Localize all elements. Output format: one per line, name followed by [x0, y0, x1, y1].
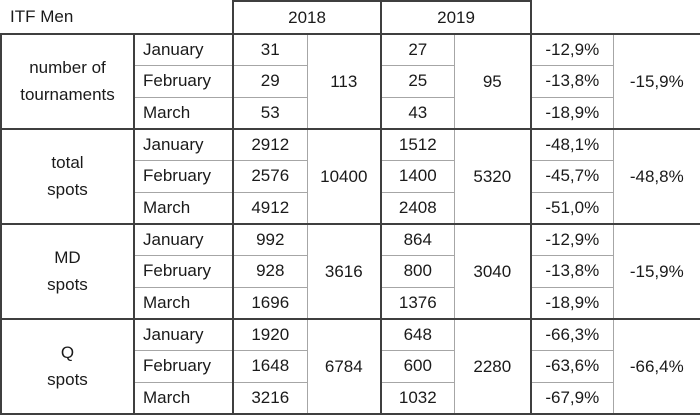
month-cell: February [134, 351, 233, 382]
block-tournaments [1, 34, 700, 129]
month-cell: January [134, 224, 233, 256]
value-2018-cell: 1920 [233, 319, 307, 351]
value-2019-cell: 1376 [381, 287, 454, 319]
value-2018-cell: 928 [233, 256, 307, 287]
table-row [1, 129, 700, 161]
value-2019-cell: 1400 [381, 161, 454, 192]
category-line: spots [47, 274, 88, 294]
total-2019-cell: 2280 [454, 319, 531, 414]
pct-total-cell: -15,9% [613, 34, 700, 129]
value-2018-cell: 2912 [233, 129, 307, 161]
pct-month-cell: -48,1% [531, 129, 613, 161]
pct-month-cell: -12,9% [531, 224, 613, 256]
month-cell: March [134, 287, 233, 319]
total-2019-cell: 3040 [454, 224, 531, 319]
year-2019-header: 2019 [381, 1, 531, 34]
value-2018-cell: 29 [233, 66, 307, 97]
category-line: Q [60, 343, 75, 363]
total-2019-cell: 95 [454, 34, 531, 129]
total-2018-cell: 6784 [307, 319, 381, 414]
category-cell [1, 129, 134, 224]
category-cell [1, 319, 134, 414]
value-2018-cell: 1648 [233, 351, 307, 382]
pct-month-cell: -67,9% [531, 382, 613, 414]
month-cell: January [134, 129, 233, 161]
month-cell: March [134, 192, 233, 224]
pct-month-cell: -63,6% [531, 351, 613, 382]
pct-month-cell: -13,8% [531, 256, 613, 287]
pct-month-cell: -18,9% [531, 287, 613, 319]
pct-total-cell: -66,4% [613, 319, 700, 414]
category-line: spots [47, 369, 88, 389]
value-2019-cell: 600 [381, 351, 454, 382]
value-2019-cell: 1032 [381, 382, 454, 414]
month-cell: March [134, 382, 233, 414]
pct-month-cell: -18,9% [531, 97, 613, 129]
value-2018-cell: 1696 [233, 287, 307, 319]
month-cell: January [134, 34, 233, 66]
month-cell: February [134, 161, 233, 192]
category-line: tournaments [20, 84, 115, 104]
category-line: total [51, 153, 84, 173]
total-2018-cell: 113 [307, 34, 381, 129]
pct-month-cell: -12,9% [531, 34, 613, 66]
category-cell [1, 34, 134, 129]
category-cell [1, 224, 134, 319]
value-2019-cell: 43 [381, 97, 454, 129]
year-2018-header: 2018 [233, 1, 381, 34]
value-2019-cell: 1512 [381, 129, 454, 161]
block-q-spots [1, 319, 700, 414]
value-2019-cell: 25 [381, 66, 454, 97]
table-row [1, 319, 700, 351]
month-cell: February [134, 256, 233, 287]
pct-total-cell: -48,8% [613, 129, 700, 224]
value-2018-cell: 3216 [233, 382, 307, 414]
pct-month-cell: -66,3% [531, 319, 613, 351]
month-cell: January [134, 319, 233, 351]
value-2018-cell: 2576 [233, 161, 307, 192]
value-2019-cell: 2408 [381, 192, 454, 224]
category-line: spots [47, 179, 88, 199]
pct-total-cell: -15,9% [613, 224, 700, 319]
value-2018-cell: 4912 [233, 192, 307, 224]
month-cell: February [134, 66, 233, 97]
total-2018-cell: 10400 [307, 129, 381, 224]
value-2019-cell: 648 [381, 319, 454, 351]
page-title: ITF Men [10, 7, 74, 26]
block-total-spots [1, 129, 700, 224]
value-2019-cell: 864 [381, 224, 454, 256]
value-2018-cell: 53 [233, 97, 307, 129]
value-2018-cell: 992 [233, 224, 307, 256]
value-2018-cell: 31 [233, 34, 307, 66]
pct-month-cell: -13,8% [531, 66, 613, 97]
value-2019-cell: 27 [381, 34, 454, 66]
total-2018-cell: 3616 [307, 224, 381, 319]
value-2019-cell: 800 [381, 256, 454, 287]
table-row [1, 34, 700, 66]
category-line: number of [29, 58, 106, 78]
pct-month-cell: -51,0% [531, 192, 613, 224]
header-row [1, 1, 700, 34]
block-md-spots [1, 224, 700, 319]
header-spacer [531, 1, 700, 34]
month-cell: March [134, 97, 233, 129]
total-2019-cell: 5320 [454, 129, 531, 224]
table-row [1, 224, 700, 256]
category-line: MD [54, 248, 81, 268]
pct-month-cell: -45,7% [531, 161, 613, 192]
